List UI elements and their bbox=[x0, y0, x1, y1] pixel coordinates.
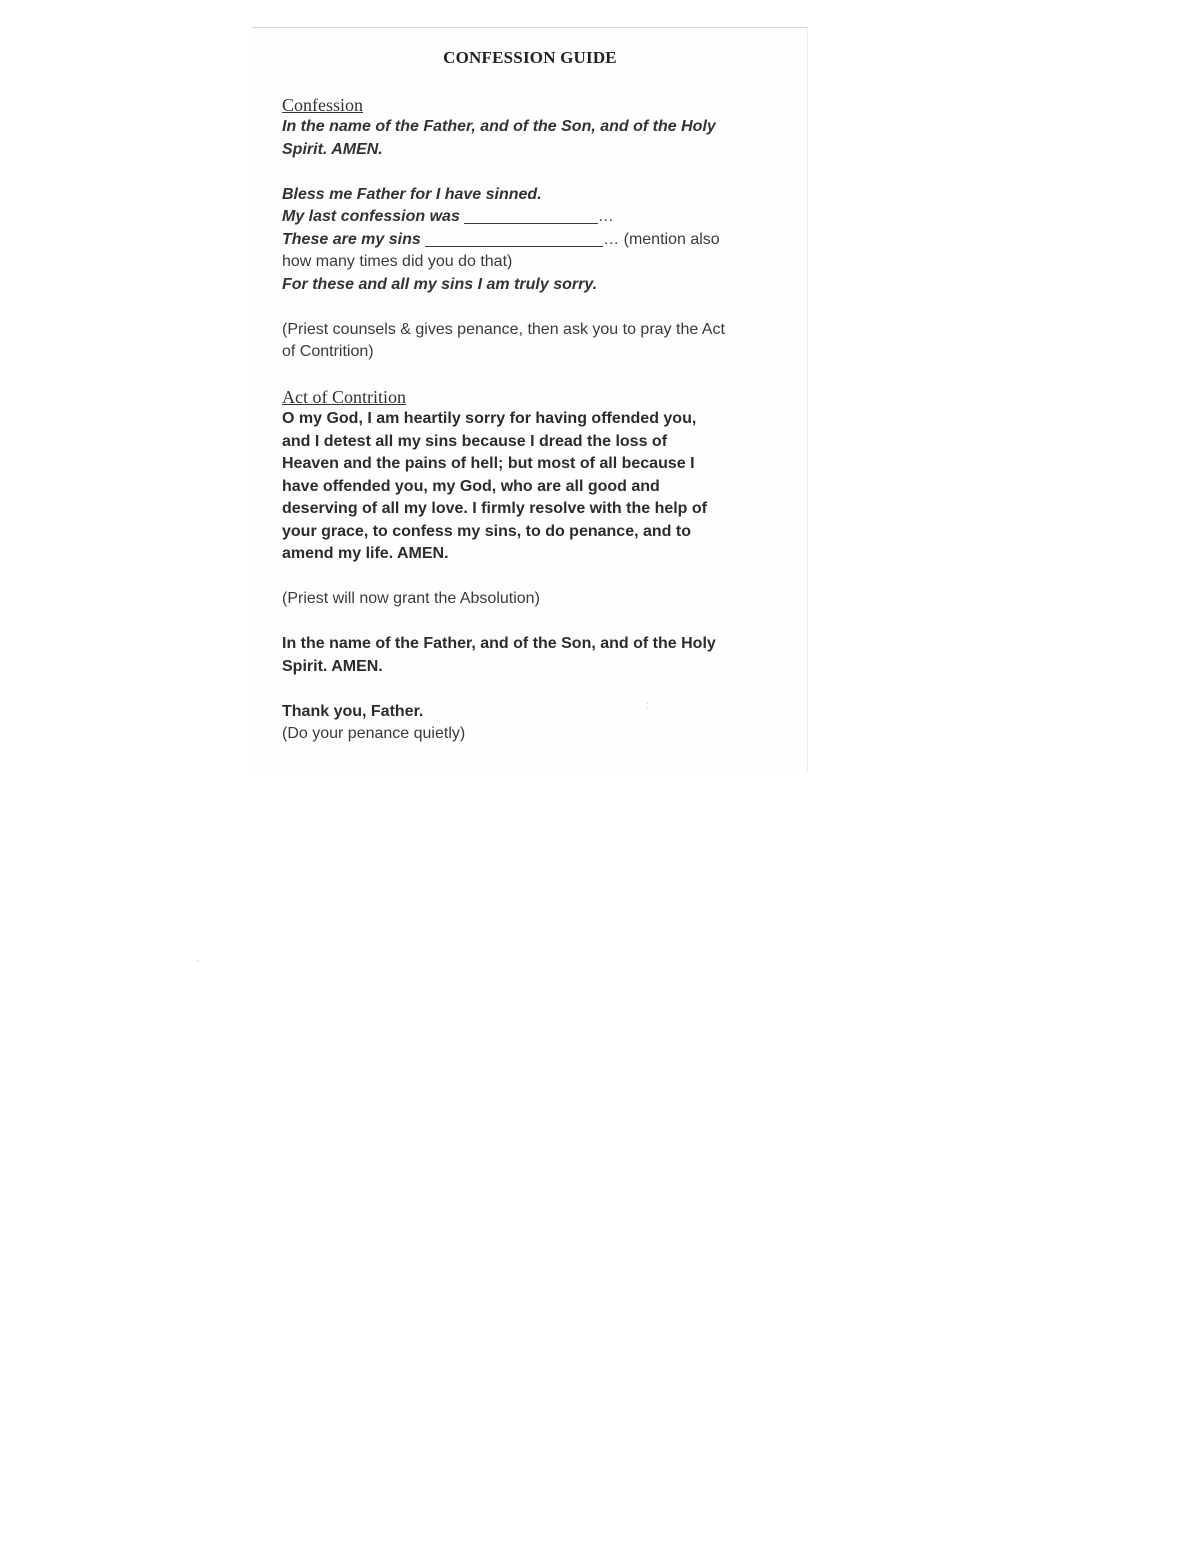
page-title: CONFESSION GUIDE bbox=[443, 48, 617, 67]
thank-you-line: Thank you, Father. bbox=[282, 702, 424, 720]
last-confession-line bbox=[282, 206, 782, 229]
sins-note: … (mention also bbox=[603, 230, 720, 248]
sins-line bbox=[282, 229, 782, 252]
contrition-line: O my God, I am heartily sorry for having offended you, bbox=[282, 410, 697, 427]
sins-label: These are my sins bbox=[282, 230, 421, 248]
priest-note-line-1: (Priest counsels & gives penance, then ask you to pray the Act bbox=[282, 320, 725, 338]
truly-sorry-line: For these and all my sins I am truly sorry. bbox=[282, 275, 598, 293]
last-confession-dots: … bbox=[597, 208, 614, 225]
act-of-contrition-heading: Act of Contrition bbox=[282, 387, 406, 407]
closing-sign-of-cross-line-2: Spirit. AMEN. bbox=[282, 657, 383, 675]
guide-body bbox=[282, 94, 782, 746]
contrition-line: have offended you, my God, who are all good and bbox=[282, 477, 660, 495]
last-confession-blank: _______________ bbox=[464, 208, 598, 225]
contrition-line: Heaven and the pains of hell; but most of all because I bbox=[282, 455, 695, 472]
contrition-line: deserving of all my love. I firmly resolve with the help of bbox=[282, 500, 707, 517]
bless-me-line: Bless me Father for I have sinned. bbox=[282, 185, 542, 203]
absolution-note: (Priest will now grant the Absolution) bbox=[282, 590, 540, 607]
sins-blank: ____________________ bbox=[425, 230, 604, 248]
last-confession-label: My last confession was bbox=[282, 208, 460, 225]
contrition-line: amend my life. AMEN. bbox=[282, 545, 449, 562]
scan-speck: : bbox=[646, 700, 649, 711]
sign-of-cross-line-2: Spirit. AMEN. bbox=[282, 140, 383, 158]
closing-sign-of-cross-line-1: In the name of the Father, and of the Son, and of the Holy bbox=[282, 635, 716, 652]
priest-note-line-2: of Contrition) bbox=[282, 343, 374, 360]
penance-note: (Do your penance quietly) bbox=[282, 725, 466, 742]
contrition-line: and I detest all my sins because I dread the loss of bbox=[282, 432, 668, 450]
scan-speck: · bbox=[196, 955, 200, 966]
sign-of-cross-line-1: In the name of the Father, and of the Son, and of the Holy bbox=[282, 118, 716, 135]
confession-heading: Confession bbox=[282, 95, 363, 115]
sins-note-line-2: how many times did you do that) bbox=[282, 253, 513, 270]
contrition-line: your grace, to confess my sins, to do penance, and to bbox=[282, 522, 691, 540]
